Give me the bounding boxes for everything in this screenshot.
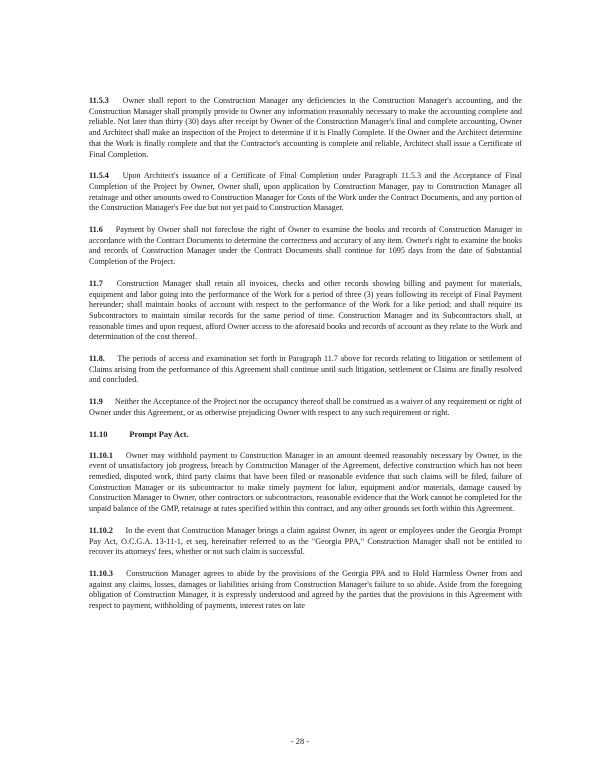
section-number: 11.10.1 <box>89 450 113 460</box>
paragraph-text: The periods of access and examination set forth in Paragraph 11.7 above for records relating to litigation or settlement of Claims arising from the performance of this Agreement shall continue until such litigation, settlement or Claims are finally resolved and concluded. <box>89 354 522 385</box>
paragraph-11-5-3 <box>89 96 522 160</box>
section-number: 11.5.3 <box>89 96 109 105</box>
paragraph-text: Neither the Acceptance of the Project nor the occupancy thereof shall be construed as a waiver of any requirement or right of Owner under this Agreement, or as otherwise prejudicing Owner with respect to any such requirement or right. <box>89 397 523 417</box>
section-title: Prompt Pay Act. <box>129 429 189 439</box>
paragraph-text: Upon Architect's issuance of a Certificate of Final Completion under Paragraph 11.5.3 and the Acceptance of Final Completion of the Project by Owner, Owner shall, upon application by Construction Manager, pay to Construction Manager all retainage and other amounts owed to Construction Manager for Costs of the Work under the Contract Documents, and any portion of the Construction Manager's Fee due but not yet paid to Construction Manager. <box>89 171 522 213</box>
paragraph-11-9 <box>89 397 522 418</box>
paragraph-11-5-4 <box>89 171 522 214</box>
section-number: 11.10 <box>89 429 108 439</box>
paragraph-11-10-3 <box>89 569 522 612</box>
paragraph-text: Owner shall report to the Construction Manager any deficiencies in the Construction Manager's accounting, and the Construction Manager shall promptly provide to Owner any information reasonably necessary to make the accounting complete and reliable. Not later than thirty (30) days after receipt by Owner of the Construction Manager's final and complete accounting, Owner and Architect shall make an inspection of the Project to determine if it is Finally Complete. If the Owner and the Architect determine that the Work is finally complete and that the Contractor's accounting is complete and reliable, Architect shall issue a Certificate of Final Completion. <box>89 96 523 159</box>
paragraph-11-8 <box>89 354 522 386</box>
paragraph-text: Construction Manager shall retain all invoices, checks and other records showing billing and payment for materials, equipment and labor going into the performance of the Work for a period of three (3) years following its receipt of Final Payment hereunder; shall maintain books of account with respect to the performance of the Work for a like period; and shall require its Subcontractors to maintain similar records for the same period of time. Construction Manager and its Subcontractors shall, at reasonable times and upon request, afford Owner access to the aforesaid books and records of account as they relate to the Work and determination of the cost thereof. <box>89 278 522 342</box>
paragraph-text: Owner may withhold payment to Construction Manager in an amount deemed reasonably necessary by Owner, in the event of unsatisfactory job progress, breach by Construction Manager of the Agreement, defective construction which has not been remedied, disputed work, third party claims that have been filed or reasonable evidence that such claims will be filed, failure of Construction Manager or its subcontractor to make timely payment for labor, equipment and/or materials, damage caused by Construction Manager to Owner, other contractors or subcontractors, reasonable evidence that the Work cannot be completed for the unpaid balance of the GMP, retainage at rates specified within this contract, and any other grounds set forth within this Agreement. <box>89 450 522 514</box>
section-number: 11.10.2 <box>89 525 113 535</box>
paragraph-11-7 <box>89 279 522 343</box>
section-number: 11.9 <box>89 397 103 407</box>
document-page <box>89 96 522 623</box>
paragraph-11-10-2 <box>89 526 522 558</box>
paragraph-11-6 <box>89 225 522 268</box>
section-number: 11.8. <box>89 354 105 364</box>
section-number: 11.10.3 <box>89 568 113 578</box>
paragraph-text: In the event that Construction Manager brings a claim against Owner, its agent or employees under the Georgia Prompt Pay Act, O.C.G.A. 13-11-1, et seq, hereinafter referred to as the "Georgia PPA," Construction Manager shall not be entitled to recover its attorneys' fees, whether or not such claim is successful. <box>89 525 522 557</box>
section-heading-11-10 <box>89 430 522 439</box>
page-number: - 28 - <box>290 737 310 746</box>
paragraph-text: Construction Manager agrees to abide by the provisions of the Georgia PPA and to Hold Harmless Owner from and against any claims, losses, damages or liabilities arising from Construction Manager's failure to so abide. Aside from the foregoing obligation of Construction Manager, it is expressly understood and agreed by the parties that the provisions in this Agreement with respect to payment, withholding of payments, interest rates on late <box>89 568 523 611</box>
section-number: 11.6 <box>89 225 103 235</box>
paragraph-text: Payment by Owner shall not foreclose the right of Owner to examine the books and records of Construction Manager in accordance with the Contract Documents to determine the correctness and accuracy of any item. Owner's right to examine the books and records of Construction Manager under the Contract Documents shall continue for 1095 days from the date of Substantial Completion of the Project. <box>89 225 522 267</box>
section-number: 11.7 <box>89 278 103 288</box>
paragraph-11-10-1 <box>89 451 522 515</box>
section-number: 11.5.4 <box>89 171 109 181</box>
